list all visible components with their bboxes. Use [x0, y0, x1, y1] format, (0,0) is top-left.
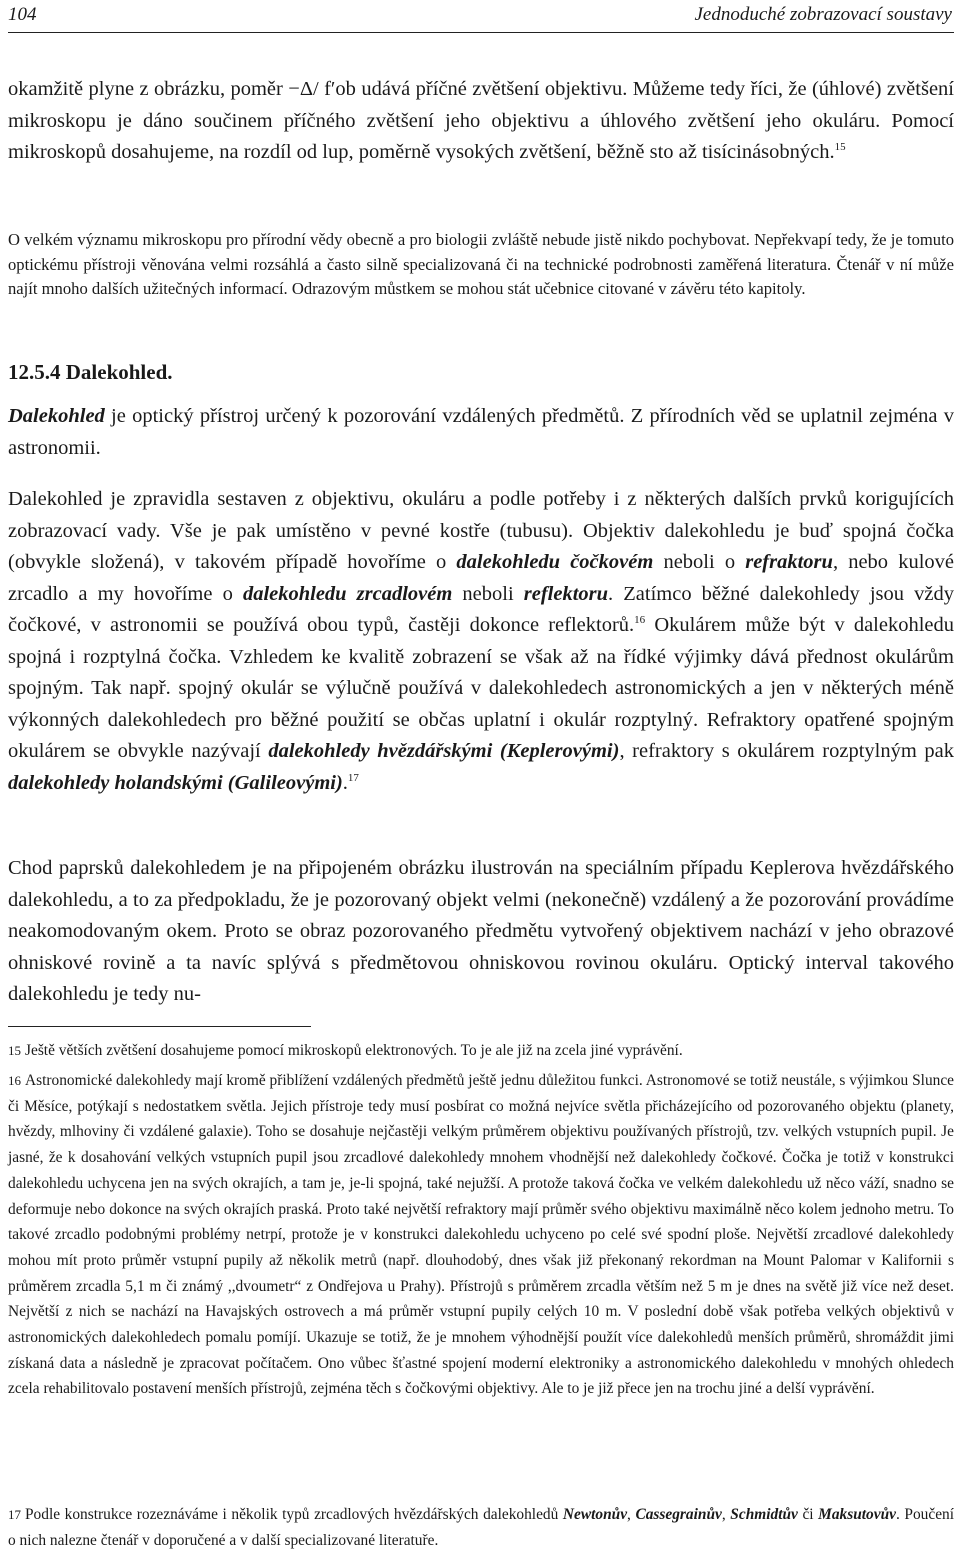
footnote-ref-17[interactable]: 17 — [347, 771, 359, 784]
term-keplerovy: dalekohledy hvězdářskými (Keplerovými) — [268, 740, 620, 762]
section-heading: 12.5.4 Dalekohled. — [8, 360, 173, 384]
paragraph-text: . Zatímco běžné dalekohledy jsou vždy čočkové, v astronomii se používá obou typů, častěji dokonce reflektorů. — [8, 582, 954, 636]
footnote-16 — [8, 1068, 954, 1402]
term-dalekohled-zrcadlovy: dalekohledu zrcadlovém — [242, 582, 453, 605]
running-header — [8, 2, 954, 33]
paragraph-literature-note: O velkém významu mikroskopu pro přírodní vědy obecně a pro biologii zvláště nebude jistě nikdo pochybovat. Nepřekvapí tedy, že je tomuto optickému přístroji věnována velmi rozsáhlá a často silně specializovaná či na technické podrobnosti zaměřená literatura. Čtenář v ní může najít mnoho dalších užitečných informací. Odrazovým můstkem se mohou stát učebnice citované v závěru této kapitoly. — [8, 230, 954, 299]
footnote-text: Podle konstrukce rozeznáváme i několik typů zrcadlových hvězdářských dalekohledů — [25, 1506, 563, 1523]
footnote-ref-15[interactable]: 15 — [834, 141, 846, 154]
footnote-text: Astronomické dalekohledy mají kromě přiblížení vzdálených předmětů ještě jednu důležitou funkci. Astronomové se totiž neustále, s výjimkou Slunce či Měsíce, potýkají s nedostatkem světla. Jejich přístroje tedy musí posbírat co možná nejvíce světla přicházejícího od pozorovaného objektu (planety, hvězdy, mlhoviny či vzdálené galaxie). Toho se dosahuje nejčastěji velkým průměrem objektivu používaných přístrojů, tzv. velkých vstupních pupil. Je jasné, že k dosahování velkých vstupních pupil jsou zrcadlové dalekohledy mnohem vhodnější než dalekohledy čočkové. Čočka je totiž v konstrukci dalekohledu uchycena jen na svých okrajích, a tam je, je-li spojná, také nejužší. A protože taková čočka ve velkém dalekohledu už něco váží, snadno se deformuje nebo dokonce na svých okrajích praská. Proto také největší refraktory mají průměr svého objektivu maximálně něco kolem jednoho metru. To takové zrcadlo podobnými problémy netrpí, protože je v konstrukci dalekohledu uchyceno po celé své spodní ploše. Největší zrcadlové dalekohledy mohou mít proto průměr vstupní pupily až několik metrů (např. dlouhodobý, dnes však již překonaný rekordman na Mount Palomar v Kalifornii s průměrem zrcadla 5,1 m či známý ,,dvoumetr“ z Ondřejova u Prahy). Přístrojů s průměrem zrcadla větším než 5 m je dnes na světě již více než deset. Největší z nich se nachází na Havajských ostrovech a má průměr vstupní pupily celých 10 m. V poslední době však potřeba velkých objektivů v astronomických dalekohledech pomalu pomíjí. Ukazuje se totiž, že je mnohem výhodnější použít více dalekohledů menších průměrů, shromáždit jimi získaná data a následně je zpracovat počítačem. Ono vůbec šťastné spojení moderní elektroniky a astronomického dalekohledu v mnohých ohledech zcela rehabilitovalo postavení menších přístrojů, zejména těch s čočkovými objektivy. Ale to je již přece jen na trochu jiné a delší vyprávění. — [8, 1072, 954, 1398]
footnote-text: , — [721, 1506, 731, 1523]
paragraph-text: , nebo kulové zrcadlo a my hovoříme o — [8, 551, 954, 605]
footnote-number: 16 — [8, 1073, 21, 1088]
footnote-separator — [8, 1026, 311, 1027]
term-dalekohled: Dalekohled — [8, 405, 105, 427]
ratio-formula: −Δ/ f′ob — [288, 78, 356, 100]
term-reflektor: reflektoru — [523, 582, 609, 605]
paragraph-ray-path: Chod paprsků dalekohledem je na připojeném obrázku ilustrován na speciálním případu Keplerova hvězdářského dalekohledu, a to za předpokladu, že je pozorovaný objekt velmi (nekonečně) vzdálený a že pozorování provádíme neakomodovaným okem. Proto se obraz pozorovaného předmětu vytvořený objektivem nachází v jeho obrazové ohniskové rovině a ta navíc splývá s předmětovou ohniskovou rovinou okuláru. Optický interval takového dalekohledu je tedy nu- — [8, 857, 954, 1005]
footnote-text: či — [797, 1506, 819, 1523]
footnote-ref-16[interactable]: 16 — [634, 614, 646, 627]
paragraph-telescope-definition — [8, 401, 954, 464]
paragraph-microscope-magnification — [8, 74, 954, 169]
footnote-text: , — [627, 1506, 636, 1523]
page-number: 104 — [8, 4, 37, 25]
term-dalekohled-cockovy: dalekohledu čočkovém — [456, 551, 654, 573]
paragraph-text: okamžitě plyne z obrázku, poměr — [8, 78, 289, 100]
footnote-number: 15 — [8, 1043, 21, 1058]
footnote-15 — [8, 1038, 954, 1064]
term-cassegrain: Cassegrainův — [635, 1506, 722, 1523]
term-refraktor: refraktoru — [745, 551, 833, 573]
footnote-17 — [8, 1502, 954, 1553]
footnote-text: . Poučení o nich nalezne čtenář v doporučené a v další specializované literatuře. — [8, 1506, 955, 1549]
term-maksutov: Maksutovův — [818, 1506, 896, 1523]
paragraph-text: Okulárem může být v dalekohledu spojná i rozptylná čočka. Vzhledem ke kvalitě zobrazení se však až na řídké výjimky dává přednost okulárům spojným. Tak např. spojný okulár se výlučně používá v dalekohledech astronomických a jen v některých méně výkonných dalekohledech pro běžné použití se občas uplatní i okulár rozptylný. Refraktory opatřené spojným okulárem se obvykle nazývají — [8, 614, 955, 762]
paragraph-text: , refraktory s okulárem rozptylným pak — [619, 740, 954, 762]
term-galileovy: dalekohledy holandskými (Galileovými) — [8, 771, 343, 794]
term-schmidt: Schmidtův — [730, 1506, 798, 1523]
paragraph-telescope-construction — [8, 484, 954, 799]
paragraph-text: Dalekohled je zpravidla sestaven z objektivu, okuláru a podle potřeby i z některých dalších prvků korigujících zobrazovací vady. Vše je pak umístěno v pevné kostře (tubusu). Objektiv dalekohledu je buď spojná čočka (obvykle složená), v takovém případě hovoříme o — [8, 488, 954, 573]
paragraph-text: je optický přístroj určený k pozorování vzdálených předmětů. Z přírodních věd se uplatnil zejména v astronomii. — [8, 405, 954, 459]
running-title: Jednoduché zobrazovací soustavy — [694, 4, 952, 25]
footnote-number: 17 — [8, 1507, 21, 1522]
paragraph-text: neboli o — [653, 551, 746, 573]
footnote-text: Ještě větších zvětšení dosahujeme pomocí mikroskopů elektronových. To je ale již na zcela jiné vyprávění. — [25, 1042, 683, 1059]
paragraph-text: . — [342, 771, 348, 794]
term-newton: Newtonův — [562, 1506, 628, 1523]
paragraph-text: udává příčné zvětšení objektivu. Můžeme tedy říci, že (úhlové) zvětšení mikroskopu je dáno součinem příčného zvětšení jeho objektivu a úhlového zvětšení jeho okuláru. Pomocí mikroskopů dosahujeme, na rozdíl od lup, poměrně vysokých zvětšení, běžně sto až tisícinásobných. — [8, 78, 954, 163]
paragraph-text: neboli — [452, 582, 524, 605]
